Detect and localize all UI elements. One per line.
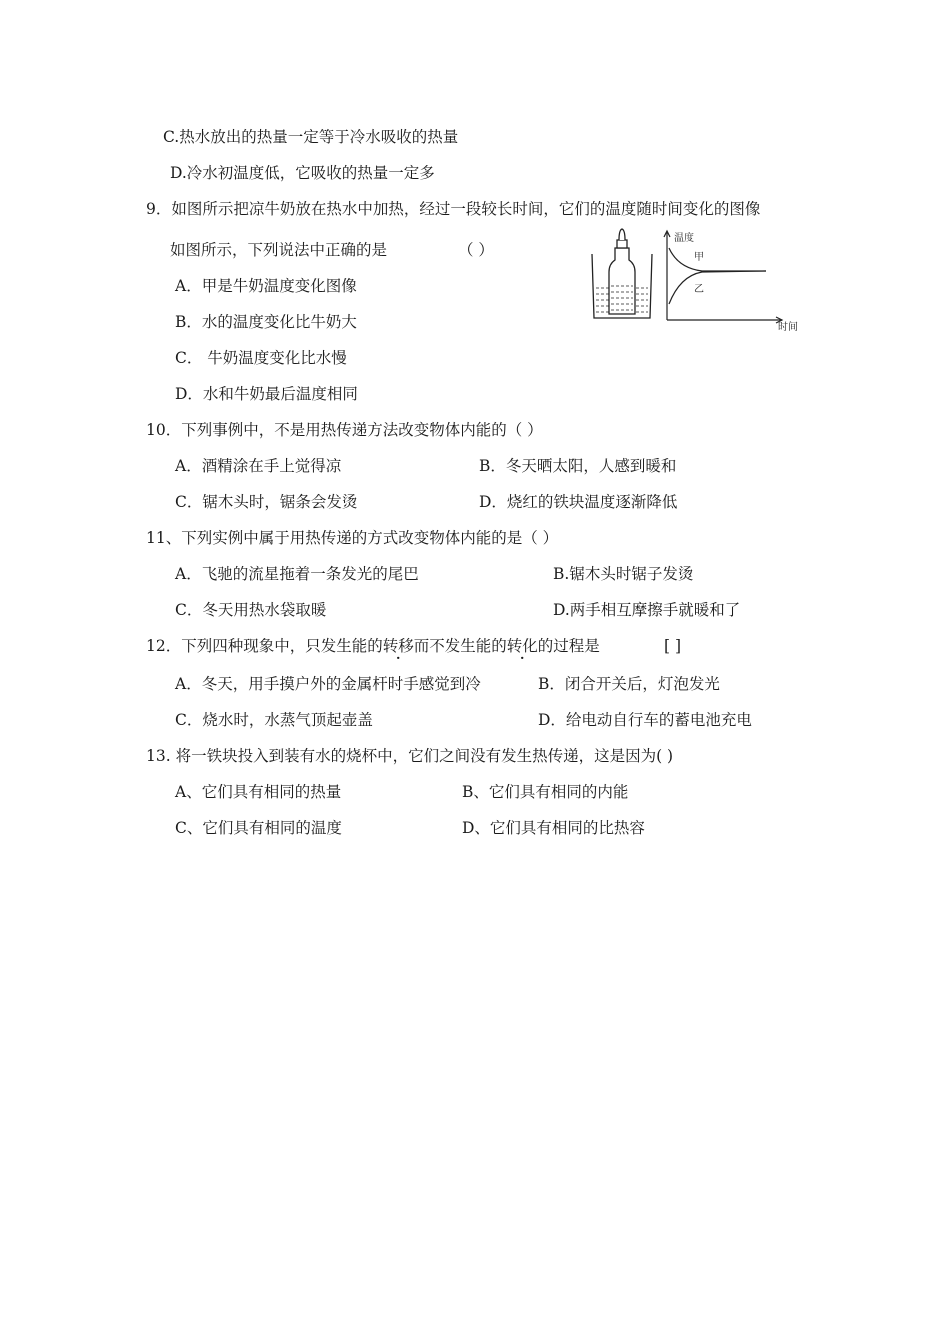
q10-option-b: B．冬天晒太阳，人感到暖和 xyxy=(479,457,677,475)
q9-option-d: D．水和牛奶最后温度相同 xyxy=(175,385,358,403)
q9-answer-paren: （ ） xyxy=(458,241,494,259)
q9-stem-line1: 9．如图所示把凉牛奶放在热水中加热，经过一段较长时间，它们的温度随时间变化的图像 xyxy=(146,200,761,218)
q13-option-a: A、它们具有相同的热量 xyxy=(175,783,342,801)
beaker-illustration xyxy=(592,229,652,318)
q11-option-d: D.两手相互摩擦手就暖和了 xyxy=(553,601,741,619)
q11-option-b: B.锯木头时锯子发烫 xyxy=(553,565,694,583)
q11-option-a: A．飞驰的流星拖着一条发光的尾巴 xyxy=(175,565,419,583)
q9-figure xyxy=(582,224,806,334)
q13-option-d: D、它们具有相同的比热容 xyxy=(462,819,645,837)
q12-option-d: D．给电动自行车的蓄电池充电 xyxy=(538,711,752,729)
q12-stem xyxy=(146,636,600,656)
q12-stem-emphasis-convert: 转化 xyxy=(506,637,538,655)
q12-stem-mid: 而不发生能的 xyxy=(413,637,507,655)
q8-option-d: D.冷水初温度低，它吸收的热量一定多 xyxy=(170,164,435,182)
q13-option-b: B、它们具有相同的内能 xyxy=(462,783,629,801)
q9-figure-svg xyxy=(582,224,806,334)
q10-option-a: A．酒精涂在手上觉得凉 xyxy=(175,457,342,475)
bottle-cap xyxy=(617,240,627,248)
curve-lower-label: 乙 xyxy=(694,284,704,295)
y-axis-label: 温度 xyxy=(674,233,694,244)
q9-option-b: B．水的温度变化比牛奶大 xyxy=(175,313,357,331)
q10-option-c: C．锯木头时，锯条会发烫 xyxy=(175,493,358,511)
q10-option-d: D．烧红的铁块温度逐渐降低 xyxy=(479,493,678,511)
q12-stem-post: 的过程是 xyxy=(537,637,600,655)
q9-option-a: A．甲是牛奶温度变化图像 xyxy=(175,277,357,295)
q12-option-a: A．冬天，用手摸户外的金属杆时手感觉到冷 xyxy=(175,675,481,693)
q12-option-b: B．闭合开关后，灯泡发光 xyxy=(538,675,720,693)
q12-option-c: C．烧水时，水蒸气顶起壶盖 xyxy=(175,711,373,729)
bottle-nipple xyxy=(619,229,625,240)
curve-upper-label: 甲 xyxy=(694,252,704,263)
q10-stem: 10．下列事例中，不是用热传递方法改变物体内能的（ ） xyxy=(146,421,543,439)
q12-answer-bracket: [ ] xyxy=(664,637,682,655)
q11-stem: 11、下列实例中属于用热传递的方式改变物体内能的是（ ） xyxy=(146,529,559,547)
q8-option-c: C.热水放出的热量一定等于冷水吸收的热量 xyxy=(163,128,459,146)
x-axis-label: 时间 xyxy=(778,322,798,333)
q9-option-c: C． 牛奶温度变化比水慢 xyxy=(175,349,347,367)
q11-option-c: C．冬天用热水袋取暖 xyxy=(175,601,327,619)
curve-lower xyxy=(669,271,766,304)
q13-stem: 13. 将一铁块投入到装有水的烧杯中，它们之间没有发生热传递，这是因为( ) xyxy=(146,747,674,765)
q13-option-c: C、它们具有相同的温度 xyxy=(175,819,342,837)
temperature-time-graph xyxy=(664,231,782,323)
q9-stem-line2: 如图所示，下列说法中正确的是 xyxy=(170,241,388,259)
q12-stem-pre: 12．下列四种现象中，只发生能的 xyxy=(146,637,383,655)
q12-stem-emphasis-transfer: 转移 xyxy=(382,637,414,655)
curve-upper xyxy=(669,248,766,271)
